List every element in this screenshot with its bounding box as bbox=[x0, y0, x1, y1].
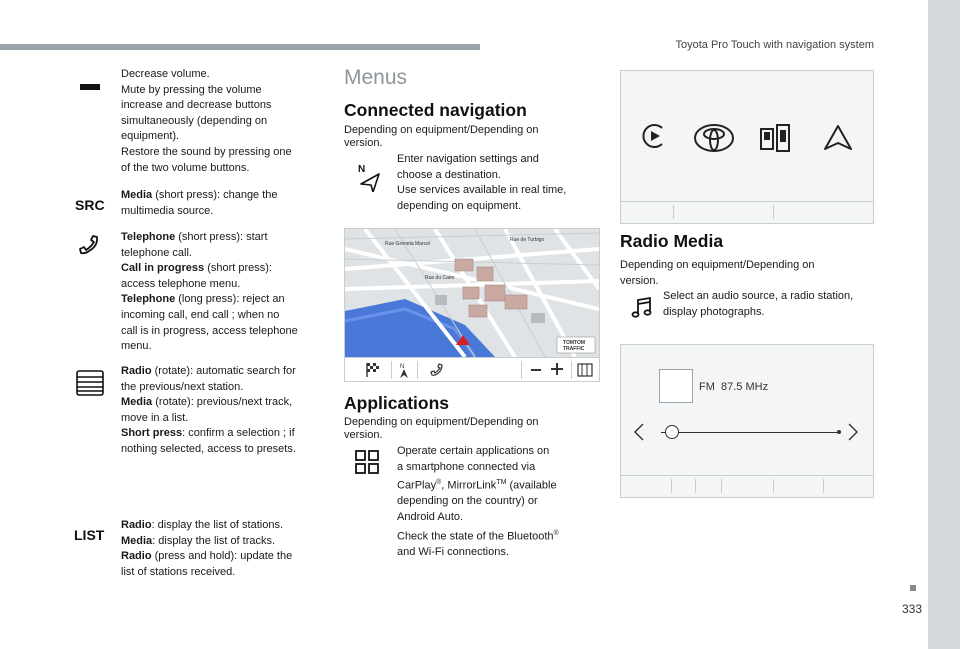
slider-end-dot bbox=[837, 430, 841, 434]
text-span: (available bbox=[506, 479, 557, 492]
bold-term: Short press bbox=[121, 427, 183, 440]
previous-chevron-icon[interactable] bbox=[633, 423, 645, 441]
text-line: display photographs. bbox=[663, 305, 765, 318]
text-line: simultaneously (depending on bbox=[121, 114, 268, 127]
text-line: call is in progress, access telephone bbox=[121, 324, 298, 337]
station-artwork-box bbox=[659, 369, 693, 403]
map-menu-icon[interactable] bbox=[577, 362, 593, 378]
text-line: move in a list. bbox=[121, 411, 189, 424]
continue-mark bbox=[910, 585, 916, 591]
text-span: (rotate): previous/next track, bbox=[152, 396, 293, 409]
map-view bbox=[345, 229, 599, 357]
text-line: nothing selected, access to presets. bbox=[121, 442, 296, 455]
map-street-label: Rue Greneta Marcel bbox=[385, 241, 431, 247]
text-line bbox=[121, 534, 326, 550]
telephone-icon bbox=[76, 232, 102, 258]
radio-frequency-readout bbox=[699, 381, 768, 393]
apps-description bbox=[397, 444, 597, 560]
text-line: Depending on equipment/Depending on bbox=[344, 124, 539, 136]
radio-screen-panel bbox=[620, 344, 874, 498]
text-span: (rotate): automatic search for bbox=[151, 365, 296, 377]
text-line: Restore the sound by pressing one bbox=[121, 145, 292, 158]
text-line: depending on the country) or bbox=[397, 495, 538, 508]
radio-band: FM bbox=[699, 381, 715, 393]
text-line: Depending on equipment/Depending on bbox=[620, 259, 815, 271]
toyota-logo-icon[interactable] bbox=[693, 123, 735, 153]
tomtom-badge: TOMTOM bbox=[563, 340, 586, 346]
list-icon: LIST bbox=[74, 527, 105, 543]
text-line: version. bbox=[344, 429, 383, 441]
text-line: of the two volume buttons. bbox=[121, 161, 250, 174]
src-description bbox=[121, 188, 326, 219]
minus-icon bbox=[80, 84, 100, 90]
text-line: Select an audio source, a radio station, bbox=[663, 290, 854, 302]
tick bbox=[773, 205, 774, 219]
tick bbox=[773, 479, 774, 493]
radio-frequency: 87.5 MHz bbox=[721, 381, 769, 393]
svg-text:N: N bbox=[358, 164, 366, 175]
bold-term: Media bbox=[121, 534, 153, 547]
text-line bbox=[397, 475, 597, 494]
bold-term: Radio bbox=[121, 519, 152, 531]
music-note-icon bbox=[630, 296, 654, 320]
text-span: (press and hold): update the bbox=[151, 550, 293, 563]
android-auto-icon[interactable] bbox=[823, 123, 853, 153]
map-toolbar bbox=[345, 357, 599, 382]
nav-description bbox=[397, 152, 597, 214]
radio-media-heading: Radio Media bbox=[620, 231, 724, 251]
home-screen-panel bbox=[620, 70, 874, 224]
text-line bbox=[121, 518, 326, 534]
applications-grid-icon bbox=[355, 450, 379, 474]
rotary-description bbox=[121, 364, 326, 458]
registered-mark: ® bbox=[553, 529, 559, 537]
tick bbox=[823, 479, 824, 493]
text-line: increase and decrease buttons bbox=[121, 99, 272, 112]
radio-availability bbox=[620, 258, 860, 289]
bold-term: Call in progress bbox=[121, 262, 205, 275]
page-header-title: Toyota Pro Touch with navigation system bbox=[675, 39, 874, 51]
text-line bbox=[121, 395, 326, 411]
radio-description bbox=[663, 289, 883, 320]
screen-divider bbox=[621, 475, 873, 476]
text-line: Use services available in real time, bbox=[397, 184, 567, 197]
tick bbox=[695, 479, 696, 493]
bold-term: Radio bbox=[121, 550, 152, 563]
text-span: (long press): reject an bbox=[175, 293, 285, 306]
menus-heading: Menus bbox=[344, 66, 408, 89]
text-line: depending on equipment. bbox=[397, 199, 522, 212]
header-bar bbox=[0, 44, 480, 50]
next-chevron-icon[interactable] bbox=[847, 423, 859, 441]
text-line: menu. bbox=[121, 340, 152, 353]
bold-term: Telephone bbox=[121, 293, 176, 306]
toolbar-divider bbox=[521, 361, 522, 379]
list-description bbox=[121, 518, 326, 580]
traffic-badge: TRAFFIC bbox=[563, 346, 585, 352]
tuning-slider-track[interactable] bbox=[661, 432, 839, 433]
text-span: (short press): bbox=[204, 262, 272, 275]
text-line: multimedia source. bbox=[121, 204, 214, 217]
svg-text:N: N bbox=[400, 364, 405, 370]
carplay-icon[interactable] bbox=[641, 123, 667, 149]
apps-availability bbox=[344, 416, 584, 442]
mirrorlink-icon[interactable] bbox=[759, 123, 791, 153]
zoom-out-icon[interactable] bbox=[531, 369, 541, 371]
tick bbox=[671, 479, 672, 493]
page-number: 333 bbox=[901, 602, 922, 616]
applications-heading: Applications bbox=[344, 393, 450, 413]
text-line: Operate certain applications on bbox=[397, 445, 550, 457]
navigation-north-icon bbox=[357, 162, 383, 192]
bold-term: Media bbox=[121, 396, 153, 409]
bold-term: Telephone bbox=[121, 231, 176, 243]
zoom-in-icon[interactable] bbox=[551, 363, 563, 375]
tick bbox=[673, 205, 674, 219]
tick bbox=[721, 479, 722, 493]
text-line: list of stations received. bbox=[121, 565, 236, 578]
map-phone-icon[interactable] bbox=[429, 362, 445, 378]
text-line: choose a destination. bbox=[397, 168, 501, 181]
map-street-label: Rue de Turbigo bbox=[510, 237, 545, 243]
text-line: access telephone menu. bbox=[121, 277, 241, 290]
text-line: a smartphone connected via bbox=[397, 460, 536, 473]
text-line: Enter navigation settings and bbox=[397, 153, 539, 165]
text-line: the previous/next station. bbox=[121, 380, 244, 393]
page-side-strip bbox=[928, 0, 960, 649]
text-span: : confirm a selection ; if bbox=[182, 427, 295, 440]
text-span: CarPlay bbox=[397, 479, 437, 492]
text-line bbox=[121, 292, 326, 308]
text-line: version. bbox=[344, 137, 383, 149]
nav-availability bbox=[344, 124, 584, 150]
text-line: and Wi-Fi connections. bbox=[397, 545, 509, 558]
text-line: Decrease volume. bbox=[121, 68, 210, 80]
text-line: Mute by pressing the volume bbox=[121, 83, 262, 96]
text-line bbox=[397, 526, 597, 545]
text-line bbox=[121, 261, 326, 277]
text-line: incoming call, end call ; when no bbox=[121, 308, 280, 321]
text-line: Android Auto. bbox=[397, 511, 464, 524]
destination-flag-icon[interactable] bbox=[365, 362, 381, 378]
text-span: : display the list of stations. bbox=[151, 519, 284, 531]
text-line bbox=[121, 549, 326, 565]
list-lines-icon bbox=[76, 370, 104, 396]
text-line: equipment). bbox=[121, 130, 180, 143]
text-line bbox=[121, 426, 326, 442]
toolbar-divider bbox=[391, 361, 392, 379]
text-line bbox=[121, 364, 326, 380]
bold-term: Media bbox=[121, 189, 153, 201]
connected-navigation-heading: Connected navigation bbox=[344, 100, 527, 120]
text-line: version. bbox=[620, 274, 659, 287]
map-street-label: Rue du Caire bbox=[425, 275, 455, 281]
text-span: : display the list of tracks. bbox=[152, 534, 276, 547]
bold-term: Radio bbox=[121, 365, 152, 377]
text-line: Depending on equipment/Depending on bbox=[344, 416, 539, 428]
text-span: (short press): start bbox=[175, 231, 268, 243]
text-line: telephone call. bbox=[121, 246, 192, 259]
text-span: Check the state of the Bluetooth bbox=[397, 530, 554, 543]
text-line bbox=[121, 230, 326, 246]
volume-minus-description bbox=[121, 67, 326, 176]
tuning-slider-knob[interactable] bbox=[665, 425, 679, 439]
trademark-mark: TM bbox=[496, 479, 507, 487]
toolbar-divider bbox=[417, 361, 418, 379]
src-icon: SRC bbox=[75, 197, 105, 213]
toolbar-divider bbox=[571, 361, 572, 379]
navigation-map-screen bbox=[344, 228, 600, 382]
north-arrow-icon[interactable] bbox=[397, 361, 411, 379]
registered-mark: ® bbox=[436, 479, 442, 487]
text-span: (short press): change the bbox=[152, 189, 278, 201]
telephone-description bbox=[121, 230, 326, 355]
screen-divider bbox=[621, 201, 873, 202]
text-span: , MirrorLink bbox=[441, 479, 497, 492]
text-line bbox=[121, 188, 326, 204]
